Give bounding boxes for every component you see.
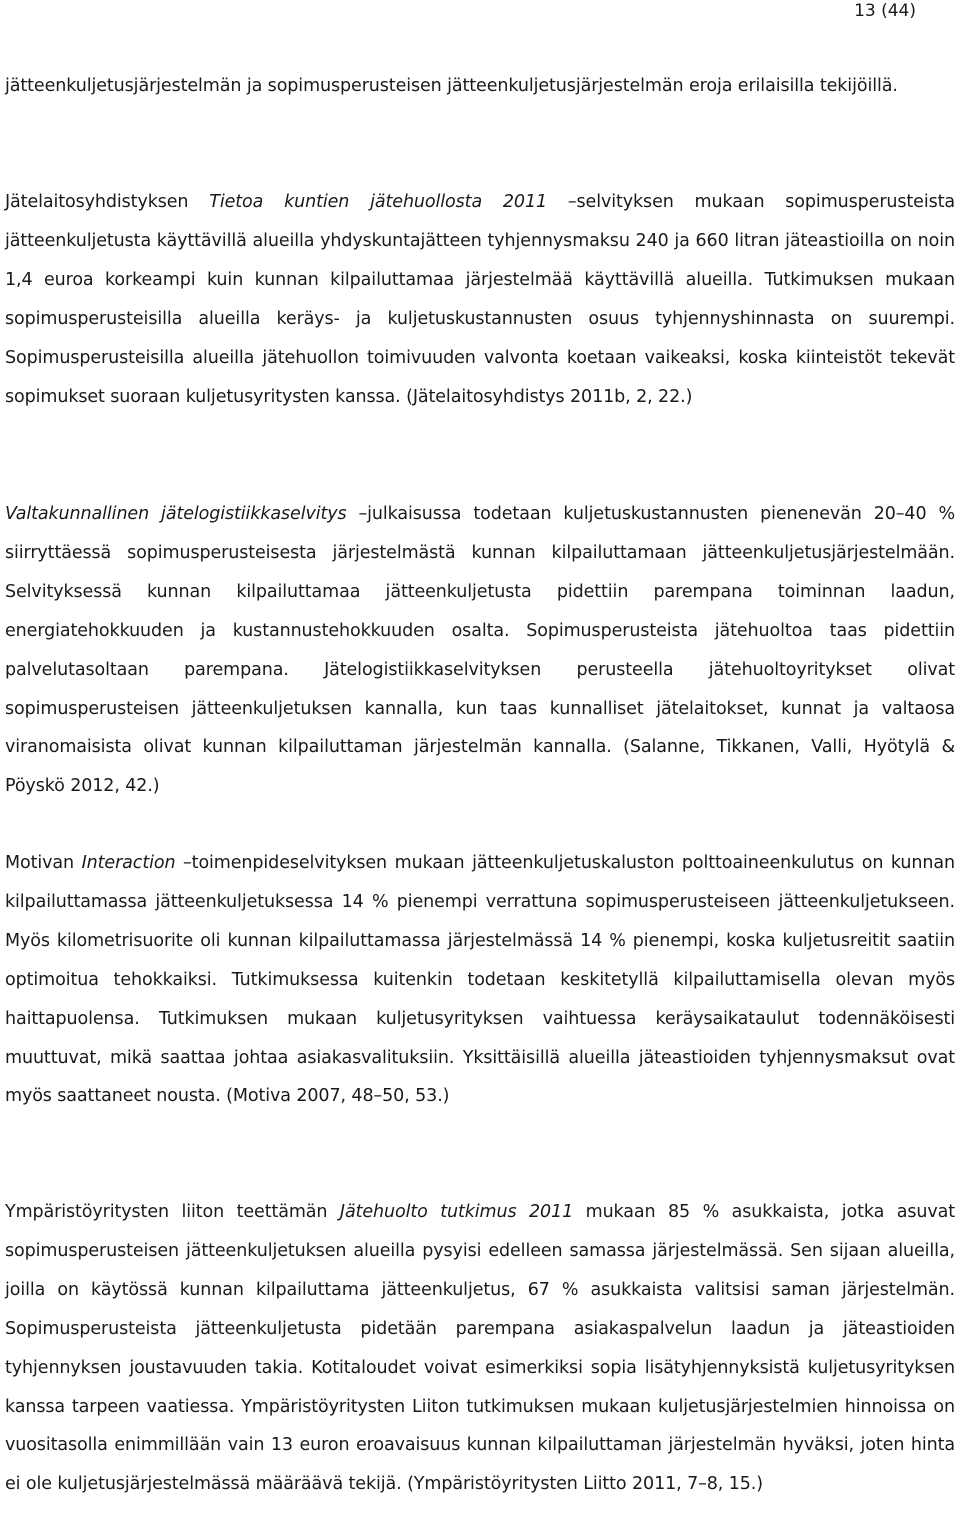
paragraph-2-run-1: Jätelaitosyhdistyksen — [5, 192, 210, 212]
paragraph-5 — [5, 1193, 955, 1504]
paragraph-4-run-3: –toimenpideselvityksen mukaan jätteenkuljetuskaluston polttoaineenkulutus on kunnan kilpailuttamassa jätteenkuljetuksessa 14 % pienempi verrattuna sopimusperusteiseen jätteenkuljetukseen. Myös kilometrisuorite oli kunnan kilpailuttamassa järjestelmässä 14 % pienempi, koska kuljetusreitit saatiin optimoitua tehokkaiksi. Tutkimuksessa kuitenkin todetaan keskitetyllä kilpailuttamisella olevan myös haittapuolensa. Tutkimuksen mukaan kuljetusyrityksen vaihtuessa keräysaikataulut todennäköisesti muuttuvat, mikä saattaa johtaa asiakasvalituksiin. Yksittäisillä alueilla jäteastioiden tyhjennysmaksut ovat myös saattaneet nousta. (Motiva 2007, 48–50, 53.) — [5, 853, 955, 1107]
paragraph-2 — [5, 183, 955, 416]
paragraph-2-run-3: –selvityksen mukaan sopimusperusteista jätteenkuljetusta käyttävillä alueilla yhdyskuntajätteen tyhjennysmaksu 240 ja 660 litran jäteastioilla on noin 1,4 euroa korkeampi kuin kunnan kilpailuttamaa järjestelmää käyttävillä alueilla. Tutkimuksen mukaan sopimusperusteisilla alueilla keräys- ja kuljetuskustannusten osuus tyhjennyshinnasta on suurempi. Sopimusperusteisilla alueilla jätehuollon toimivuuden valvonta koetaan vaikeaksi, koska kiinteistöt tekevät sopimukset suoraan kuljetusyritysten kanssa. (Jätelaitosyhdistys 2011b, 2, 22.) — [5, 192, 956, 407]
page-number: 13 (44) — [854, 1, 916, 21]
paragraph-1 — [5, 67, 955, 106]
paragraph-3 — [5, 495, 955, 806]
paragraph-4-report-title: Interaction — [81, 853, 176, 873]
paragraph-3-report-title: Valtakunnallinen jätelogistiikkaselvitys — [5, 504, 347, 524]
paragraph-1-text: jätteenkuljetusjärjestelmän ja sopimusperusteisen jätteenkuljetusjärjestelmän eroja erilaisilla tekijöillä. — [5, 76, 898, 96]
paragraph-4 — [5, 844, 955, 1116]
paragraph-4-run-1: Motivan — [5, 853, 82, 873]
paragraph-5-run-3: mukaan 85 % asukkaista, jotka asuvat sopimusperusteisen jätteenkuljetuksen alueilla pysyisi edelleen samassa järjestelmässä. Sen sijaan alueilla, joilla on käytössä kunnan kilpailuttama jätteenkuljetus, 67 % asukkaista valitsisi saman järjestelmän. Sopimusperusteista jätteenkuljetusta pidetään parempana asiakaspalvelun laadun ja jäteastioiden tyhjennyksen joustavuuden takia. Kotitaloudet voivat esimerkiksi sopia lisätyhjennyksistä kuljetusyrityksen kanssa tarpeen vaatiessa. Ympäristöyritysten Liiton tutkimuksen mukaan kuljetusjärjestelmien hinnoissa on vuositasolla enimmillään vain 13 euron eroavaisuus kunnan kilpailuttaman järjestelmän hyväksi, joten hinta ei ole kuljetusjärjestelmässä määräävä tekijä. (Ympäristöyritysten Liitto 2011, 7–8, 15.) — [5, 1202, 955, 1495]
paragraph-5-report-title: Jätehuolto tutkimus 2011 — [339, 1202, 574, 1222]
paragraph-2-report-title: Tietoa kuntien jätehuollosta 2011 — [209, 192, 548, 212]
paragraph-3-run-2: –julkaisussa todetaan kuljetuskustannusten pienenevän 20–40 % siirryttäessä sopimusperusteisesta järjestelmästä kunnan kilpailuttamaan jätteenkuljetusjärjestelmään. Selvityksessä kunnan kilpailuttamaa jätteenkuljetusta pidettiin parempana toiminnan laadun, energiatehokkuuden ja kustannustehokkuuden osalta. Sopimusperusteista jätehuoltoa taas pidettiin palvelutasoltaan parempana. Jätelogistiikkaselvityksen perusteella jätehuoltoyritykset olivat sopimusperusteisen jätteenkuljetuksen kannalla, kun taas kunnalliset jätelaitokset, kunnat ja valtaosa viranomaisista olivat kunnan kilpailuttaman järjestelmän kannalla. (Salanne, Tikkanen, Valli, Hyötylä & Pöyskö 2012, 42.) — [5, 504, 955, 797]
paragraph-5-run-1: Ympäristöyritysten liiton teettämän — [5, 1202, 340, 1222]
